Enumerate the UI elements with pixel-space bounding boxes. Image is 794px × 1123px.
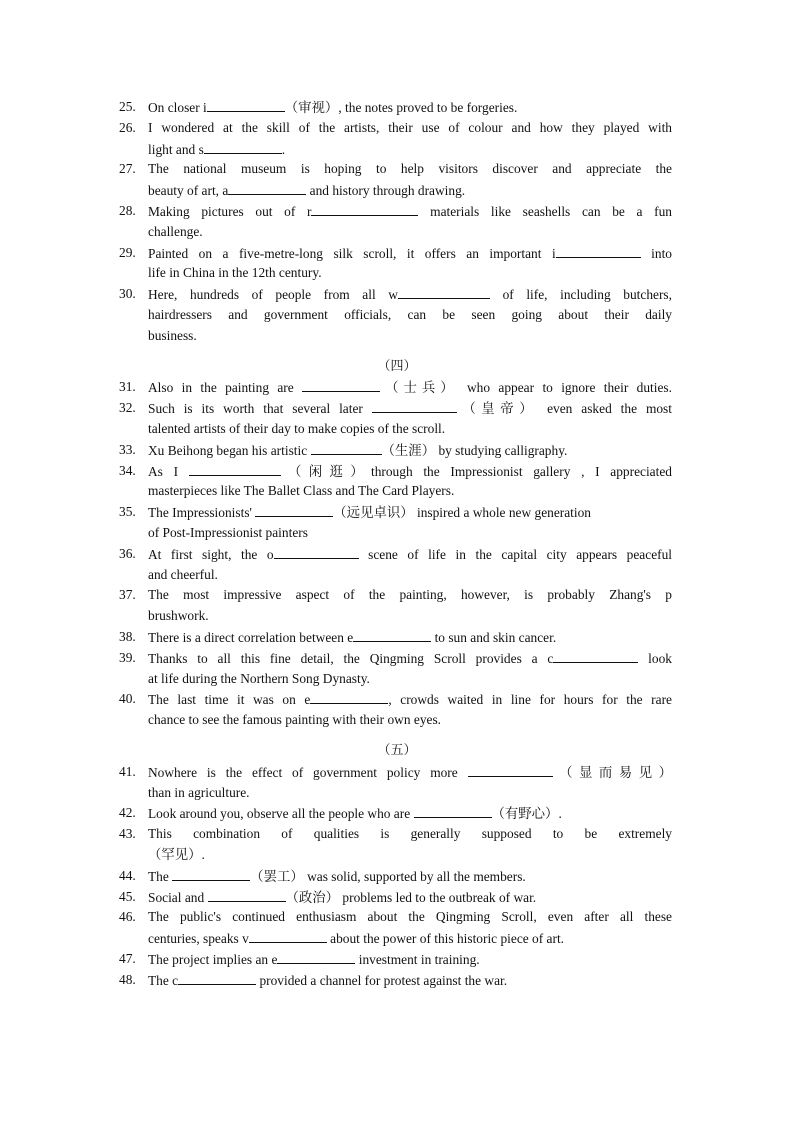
question-number: 27. — [119, 161, 136, 177]
question-text-line: The c provided a channel for protest against the war. — [148, 970, 672, 990]
question-number: 43. — [119, 826, 136, 842]
answer-blank[interactable] — [249, 928, 327, 943]
answer-blank[interactable] — [274, 544, 359, 559]
answer-blank[interactable] — [311, 440, 382, 455]
question-text-line: Such is its worth that several later （皇帝） even asked the most — [148, 398, 672, 418]
section-heading: （四） — [377, 358, 417, 374]
answer-blank[interactable] — [178, 970, 256, 985]
question-number: 40. — [119, 691, 136, 707]
question-text-line: The project implies an e investment in training. — [148, 949, 672, 969]
question-text-line: The national museum is hoping to help visitors discover and appreciate the — [148, 161, 672, 177]
question-number: 41. — [119, 763, 136, 779]
question-text-line: Also in the painting are （士兵） who appear to ignore their duties. — [148, 377, 672, 397]
question-text-line: talented artists of their day to make copies of the scroll. — [148, 421, 446, 436]
answer-blank[interactable] — [255, 502, 333, 517]
question-text-line: masterpieces like The Ballet Class and The Card Players. — [148, 483, 455, 499]
question-number: 38. — [119, 629, 136, 644]
answer-blank[interactable] — [468, 762, 553, 777]
question-text-line: I wondered at the skill of the artists, their use of colour and how they played with — [148, 119, 672, 135]
question-text-line: Look around you, observe all the people who are （有野心）. — [148, 803, 672, 823]
question-text-line: Social and （政治） problems led to the outbreak of war. — [148, 887, 672, 907]
question-text-line: （罕见）. — [148, 847, 205, 862]
answer-blank[interactable] — [398, 284, 490, 299]
question-text-line: Here, hundreds of people from all w of life, including butchers, — [148, 284, 672, 304]
question-number: 46. — [119, 909, 136, 925]
question-text-line: At first sight, the o scene of life in the capital city appears peaceful — [148, 544, 672, 564]
question-number: 29. — [119, 244, 136, 260]
answer-blank[interactable] — [204, 139, 282, 154]
answer-blank[interactable] — [556, 243, 641, 258]
question-text-line: The last time it was on e , crowds waited in line for hours for the rare — [148, 689, 672, 709]
answer-blank[interactable] — [189, 461, 281, 476]
answer-blank[interactable] — [372, 398, 457, 413]
question-text-line: Painted on a five-metre-long silk scroll, it offers an important i into — [148, 243, 672, 263]
answer-blank[interactable] — [311, 201, 418, 216]
question-text-line: than in agriculture. — [148, 784, 250, 800]
question-number: 37. — [119, 587, 136, 603]
question-number: 25. — [119, 99, 136, 114]
question-text-line: centuries, speaks v about the power of this historic piece of art. — [148, 928, 672, 948]
answer-blank[interactable] — [310, 689, 388, 704]
question-number: 45. — [119, 888, 136, 904]
answer-blank[interactable] — [553, 648, 638, 663]
question-number: 34. — [119, 462, 136, 478]
question-number: 48. — [119, 971, 136, 987]
question-text-line: life in China in the 12th century. — [148, 265, 322, 281]
question-text-line: On closer i （审视）, the notes proved to be forgeries. — [148, 97, 672, 117]
question-number: 44. — [119, 867, 136, 883]
question-number: 31. — [119, 379, 136, 395]
question-text-line: Thanks to all this fine detail, the Qingming Scroll provides a c look — [148, 648, 672, 668]
question-number: 32. — [119, 400, 136, 416]
answer-blank[interactable] — [228, 180, 306, 195]
question-text-line: There is a direct correlation between e to sun and skin cancer. — [148, 627, 672, 647]
question-text-line: brushwork. — [148, 608, 209, 624]
question-number: 36. — [119, 545, 136, 561]
question-text-line: As I （闲逛）through the Impressionist gallery , I appreciated — [148, 461, 672, 481]
question-text-line: Making pictures out of r materials like seashells can be a fun — [148, 201, 672, 221]
question-number: 42. — [119, 805, 136, 821]
question-text-line: Xu Beihong began his artistic （生涯） by studying calligraphy. — [148, 440, 672, 460]
answer-blank[interactable] — [302, 377, 380, 392]
answer-blank[interactable] — [277, 949, 355, 964]
question-number: 33. — [119, 441, 136, 457]
question-text-line: Nowhere is the effect of government policy more （显而易见） — [148, 762, 672, 782]
question-number: 47. — [119, 951, 136, 966]
question-text-line: The （罢工） was solid, supported by all the members. — [148, 866, 672, 886]
answer-blank[interactable] — [414, 803, 492, 818]
question-number: 35. — [119, 504, 136, 520]
question-text-line: challenge. — [148, 223, 203, 239]
answer-blank[interactable] — [207, 97, 285, 112]
question-text-line: The public's continued enthusiasm about the Qingming Scroll, even after all these — [148, 909, 672, 925]
question-text-line: at life during the Northern Song Dynasty. — [148, 670, 370, 686]
question-number: 30. — [119, 286, 136, 302]
question-text-line: This combination of qualities is generally supposed to be extremely — [148, 826, 672, 842]
question-text-line: light and s . — [148, 139, 672, 159]
question-number: 39. — [119, 649, 136, 665]
question-text-line: of Post-Impressionist painters — [148, 525, 308, 540]
section-heading: （五） — [377, 743, 417, 758]
question-text-line: business. — [148, 327, 197, 343]
question-text-line: The Impressionists' （远见卓识） inspired a whole new generation — [148, 502, 672, 522]
answer-blank[interactable] — [208, 887, 286, 902]
question-number: 26. — [119, 119, 136, 135]
question-text-line: hairdressers and government officials, can be seen going about their daily — [148, 307, 672, 322]
answer-blank[interactable] — [172, 866, 250, 881]
question-text-line: chance to see the famous painting with their own eyes. — [148, 712, 442, 728]
question-text-line: The most impressive aspect of the painting, however, is probably Zhang's p — [148, 587, 672, 603]
question-number: 28. — [119, 203, 136, 218]
question-text-line: and cheerful. — [148, 566, 218, 582]
answer-blank[interactable] — [353, 627, 431, 642]
question-text-line: beauty of art, a and history through drawing. — [148, 180, 672, 200]
